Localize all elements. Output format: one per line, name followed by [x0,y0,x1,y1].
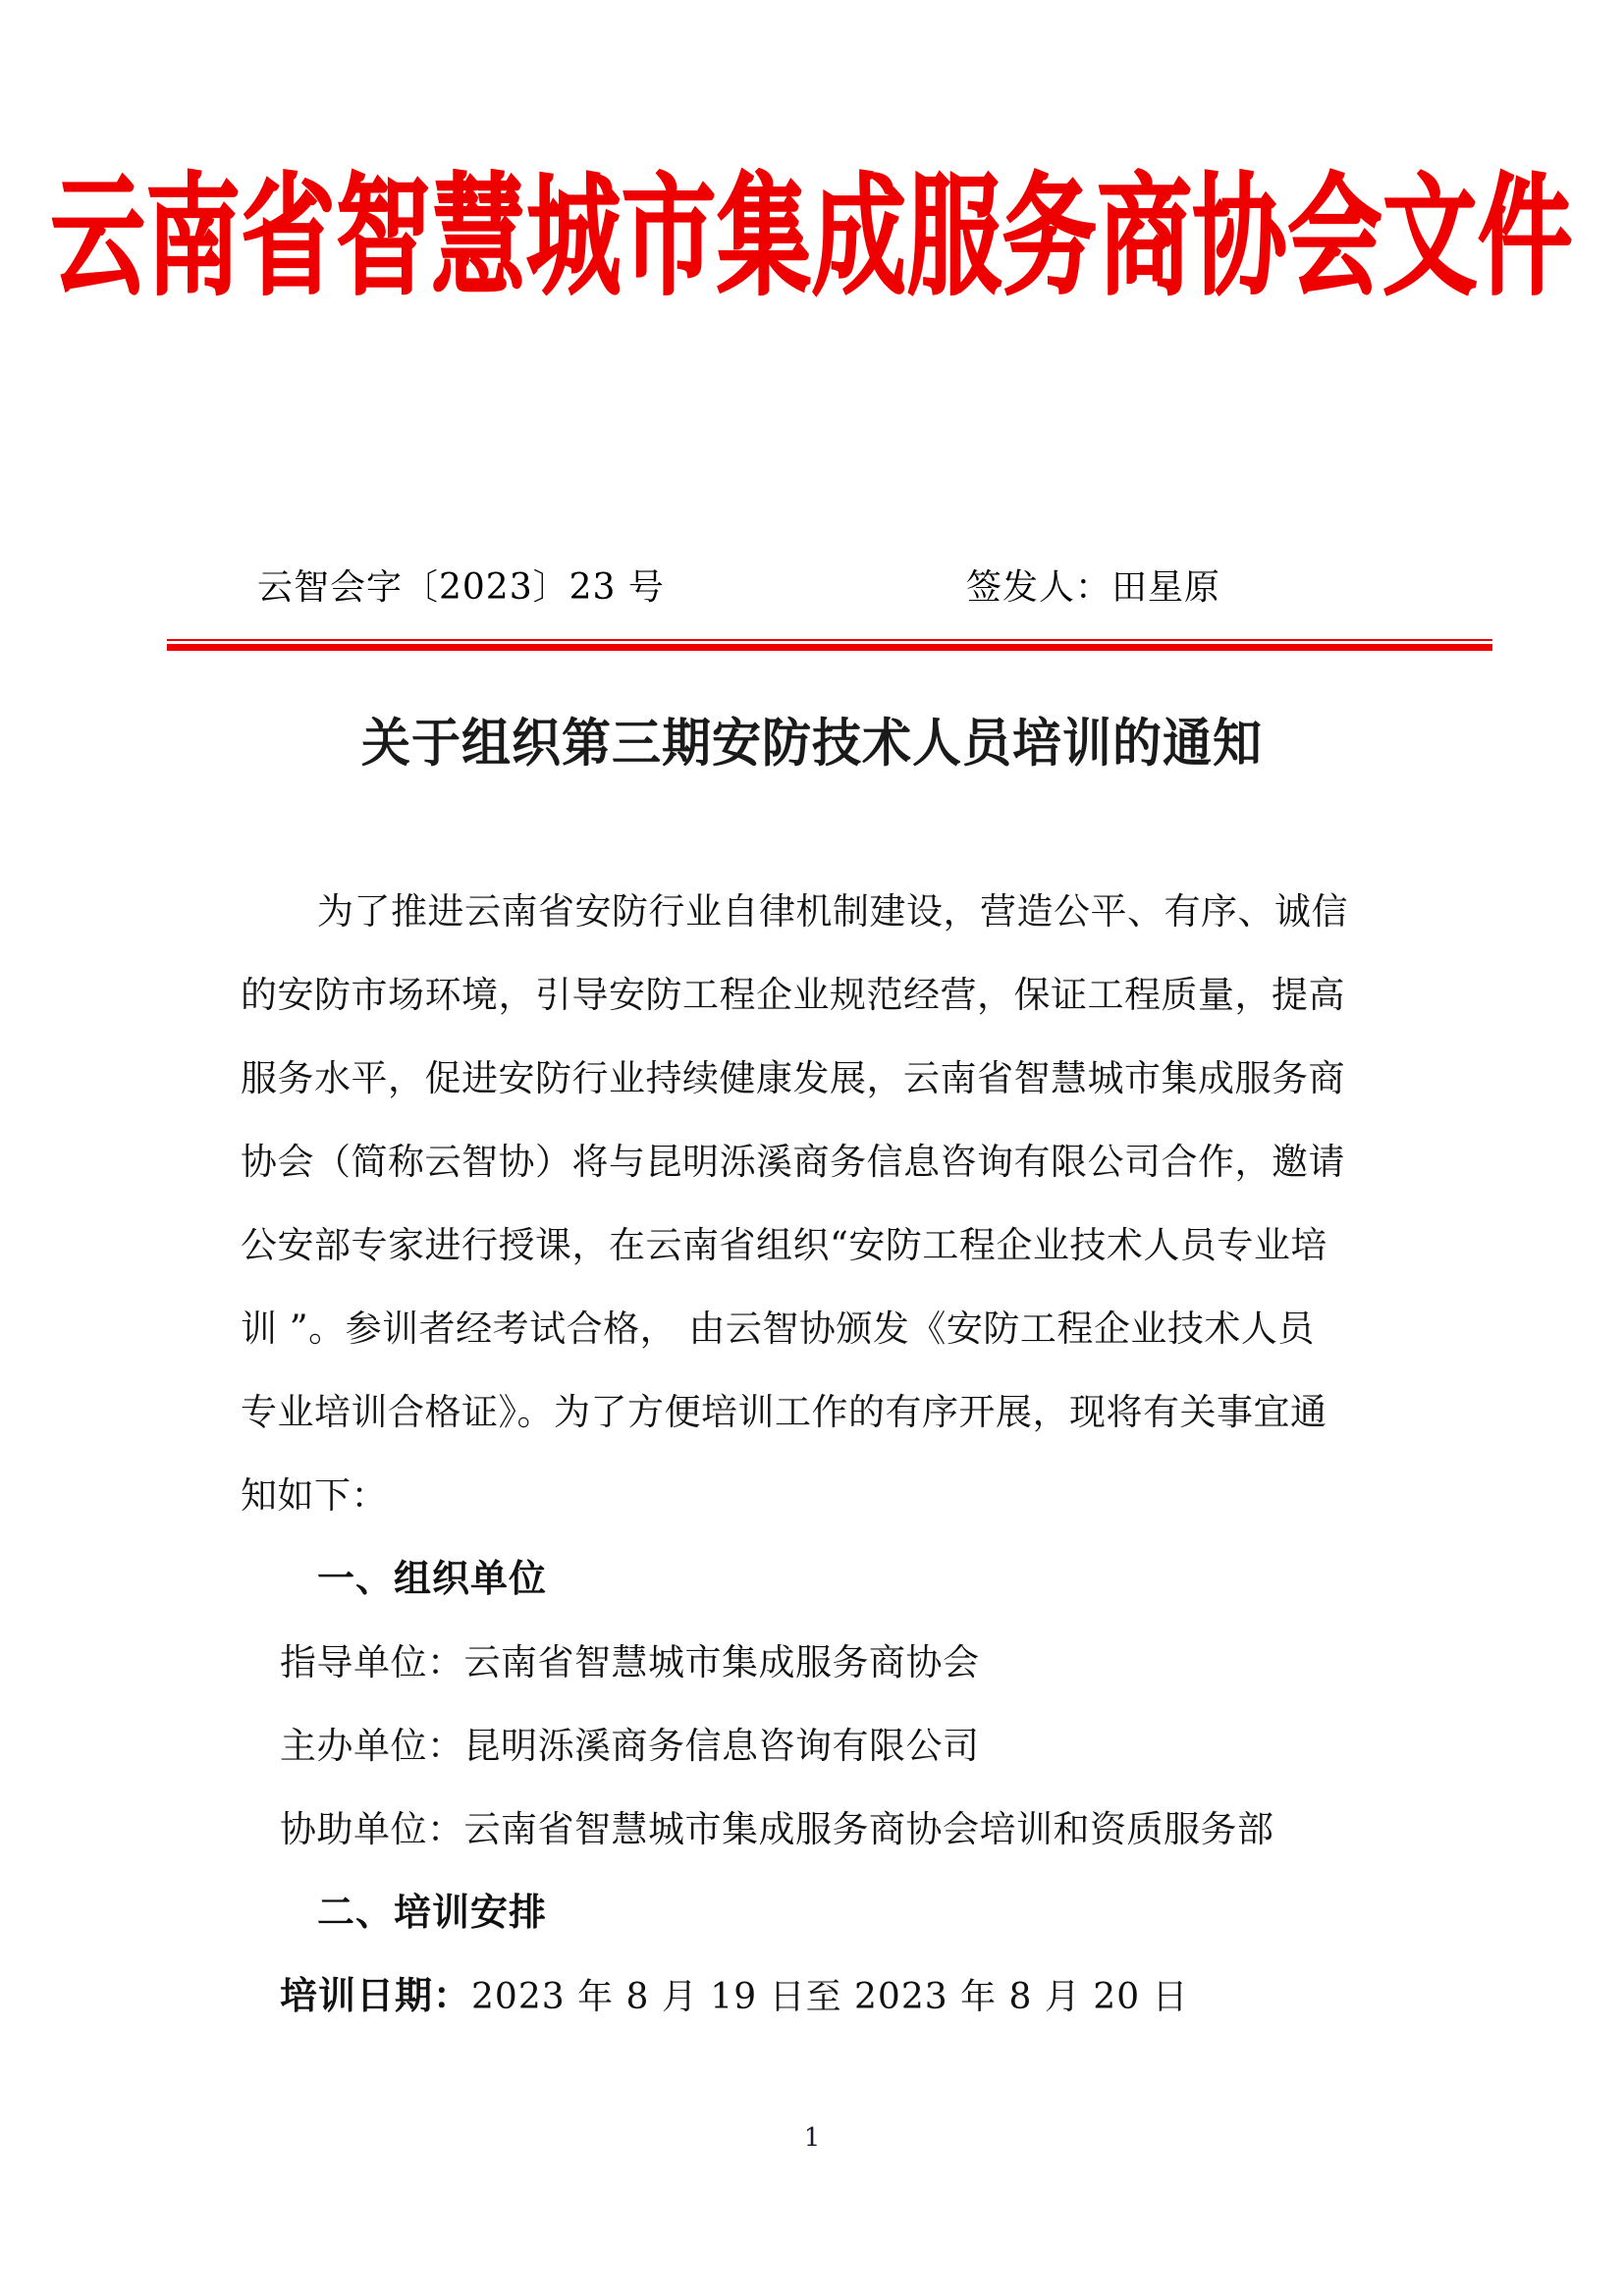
body-paragraph-line: 专业培训合格证》。为了方便培训工作的有序开展，现将有关事宜通 [241,1391,1327,1433]
page-number: 1 [803,2123,821,2153]
page-title: 关于组织第三期安防技术人员培训的通知 [361,713,1263,774]
body-paragraph-line: 知如下： [241,1474,388,1517]
section-heading-schedule: 二、培训安排 [317,1891,548,1934]
document-signer: 签发人：田星原 [966,567,1221,608]
rule-thick-line [167,644,1492,651]
masthead [0,162,1624,314]
masthead-title: 云南省智慧城市集成服务商协会文件 [50,162,1574,314]
organizer-item: 主办单位：昆明泺溪商务信息咨询有限公司 [280,1725,980,1767]
red-separator-rule [167,639,1492,651]
body-paragraph-line: 为了推进云南省安防行业自律机制建设，营造公平、有序、诚信 [317,890,1348,933]
body-paragraph-line: 协会（简称云智协）将与昆明泺溪商务信息咨询有限公司合作，邀请 [241,1141,1345,1183]
training-date-value: 2023 年 8 月 19 日至 2023 年 8 月 20 日 [471,1977,1189,2017]
body-paragraph-line: 公安部专家进行授课，在云南省组织“安防工程企业技术人员专业培 [241,1224,1327,1266]
body-paragraph-line: 的安防市场环境，引导安防工程企业规范经营，保证工程质量，提高 [241,974,1345,1016]
document-number: 云智会字〔2023〕23 号 [257,567,665,608]
organizer-item: 指导单位：云南省智慧城市集成服务商协会 [280,1641,980,1683]
document-body [241,870,1404,2039]
organizer-item: 协助单位：云南省智慧城市集成服务商协会培训和资质服务部 [280,1808,1274,1850]
body-paragraph-line: 训 ”。参训者经考试合格， 由云智协颁发《安防工程企业技术人员 [241,1308,1315,1350]
body-paragraph-line: 服务水平，促进安防行业持续健康发展，云南省智慧城市集成服务商 [241,1057,1345,1099]
training-date-row [241,1954,1404,2039]
training-date-label: 培训日期： [280,1974,472,2017]
section-heading-organizers: 一、组织单位 [317,1557,548,1600]
document-number-row [167,561,1492,618]
